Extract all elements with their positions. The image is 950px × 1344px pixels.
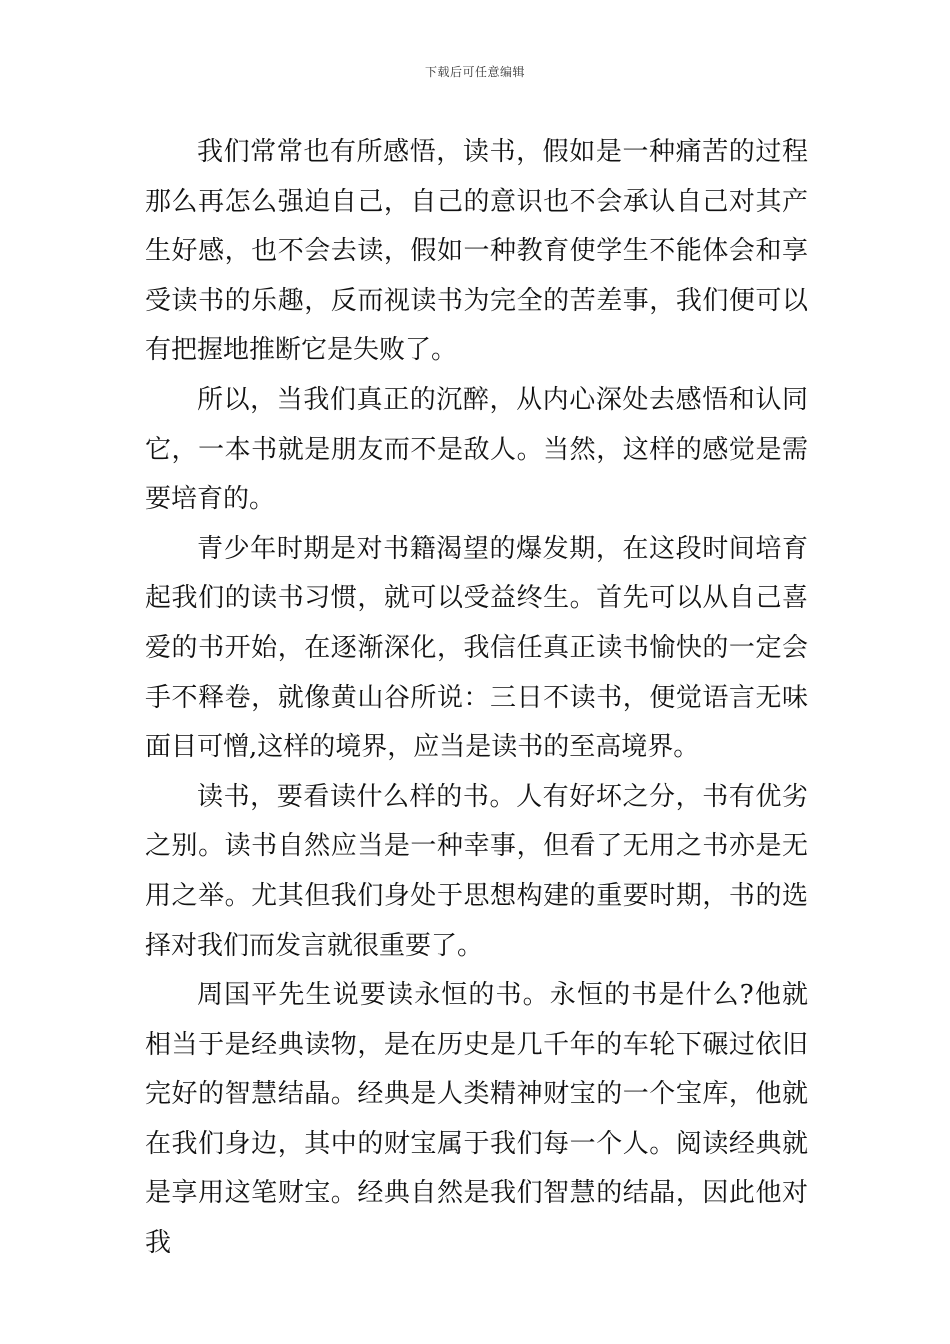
page-header: 下载后可任意编辑 <box>424 65 525 79</box>
paragraph-2: 所以，当我们真正的沉醉，从内心深处去感悟和认同它，一本书就是朋友而不是敌人。当然，这样的感觉是需要培育的。 <box>145 384 808 515</box>
paragraph-5: 周国平先生说要读永恒的书。永恒的书是什么?他就相当于是经典读物，是在历史是几千年的车轮下碾过依旧完好的智慧结晶。经典是人类精神财宝的一个宝库，他就在我们身边，其中的财宝属于我们每一个人。阅读经典就是享用这笔财宝。经典自然是我们智慧的结晶，因此他对我 <box>145 980 808 1259</box>
paragraph-3: 青少年时期是对书籍渴望的爆发期，在这段时间培育起我们的读书习惯，就可以受益终生。首先可以从自己喜爱的书开始，在逐渐深化，我信任真正读书愉快的一定会手不释卷，就像黄山谷所说：三日不读书，便觉语言无味面目可憎,这样的境界，应当是读书的至高境界。 <box>145 533 808 763</box>
paragraph-1: 我们常常也有所感悟，读书，假如是一种痛苦的过程那么再怎么强迫自己，自己的意识也不会承认自己对其产生好感，也不会去读，假如一种教育使学生不能体会和享受读书的乐趣，反而视读书为完全的苦差事，我们便可以有把握地推断它是失败了。 <box>145 137 808 366</box>
document-body <box>145 128 808 1269</box>
paragraph-4: 读书，要看读什么样的书。人有好坏之分，书有优劣之别。读书自然应当是一种幸事，但看了无用之书亦是无用之举。尤其但我们身处于思想构建的重要时期，书的选择对我们而发言就很重要了。 <box>145 781 808 961</box>
